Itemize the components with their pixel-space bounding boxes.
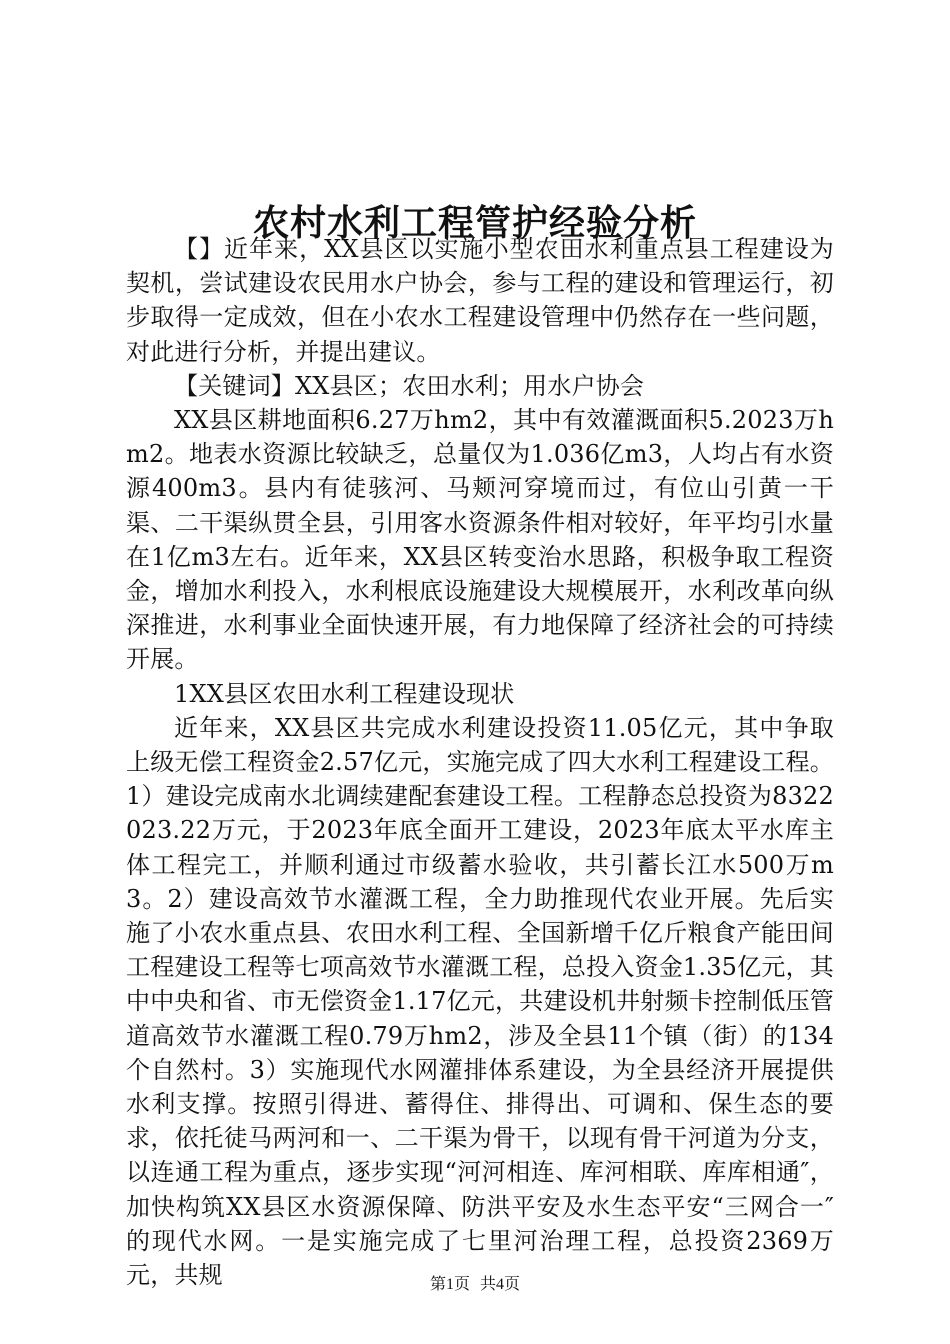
page-total: 共4页 xyxy=(480,1276,521,1293)
page-number: 第1页 xyxy=(429,1276,470,1293)
document-body xyxy=(126,232,834,1292)
page-footer xyxy=(0,1275,950,1295)
document-title: 农村水利工程管护经验分析 xyxy=(252,203,697,245)
construction-status-paragraph: 近年来，XX县区共完成水利建设投资11.05亿元，其中争取上级无偿工程资金2.57亿元，实施完成了四大水利工程建设工程。1）建设完成南水北调续建配套建设工程。工程静态总投资为8322023.22万元，于2023年底全面开工建设，2023年底太平水库主体工程完工，并顺利通过市级蓄水验收，共引蓄长江水500万m3。2）建设高效节水灌溉工程，全力助推现代农业开展。先后实施了小农水重点县、农田水利工程、全国新增千亿斤粮食产能田间工程建设工程等七项高效节水灌溉工程，总投入资金1.35亿元，其中中央和省、市无偿资金1.17亿元，共建设机井射频卡控制低压管道高效节水灌溉工程0.79万hm2，涉及全县11个镇（街）的134个自然村。3）实施现代水网灌排体系建设，为全县经济开展提供水利支撑。按照引得进、蓄得住、排得出、可调和、保生态的要求，依托徒马两河和一、二干渠为骨干，以现有骨干河道为分支，以连通工程为重点，逐步实现“河河相连、库河相联、库库相通″，加快构筑XX县区水资源保障、防洪平安及水生态平安“三网合一″的现代水网。一是实施完成了七里河治理工程，总投资2369万元，共规 xyxy=(126,713,834,1290)
keywords-paragraph: 【关键词】XX县区；农田水利；用水户协会 xyxy=(174,371,645,400)
abstract-paragraph: 【】近年来，XX县区以实施小型农田水利重点县工程建设为契机，尝试建设农民用水户协会，参与工程的建设和管理运行，初步取得一定成效，但在小农水工程建设管理中仍然存在一些问题，对此进行分析，并提出建议。 xyxy=(126,235,834,366)
section-heading: 1XX县区农田水利工程建设现状 xyxy=(174,679,515,708)
overview-paragraph: XX县区耕地面积6.27万hm2，其中有效灌溉面积5.2023万hm2。地表水资源比较缺乏，总量仅为1.036亿m3，人均占有水资源400m3。县内有徒骇河、马颊河穿境而过，有位山引黄一干渠、二干渠纵贯全县，引用客水资源条件相对较好，年平均引水量在1亿m3左右。近年来，XX县区转变治水思路，积极争取工程资金，增加水利投入，水利根底设施建设大规模展开，水利改革向纵深推进，水利事业全面快速开展，有力地保障了经济社会的可持续开展。 xyxy=(126,406,834,674)
